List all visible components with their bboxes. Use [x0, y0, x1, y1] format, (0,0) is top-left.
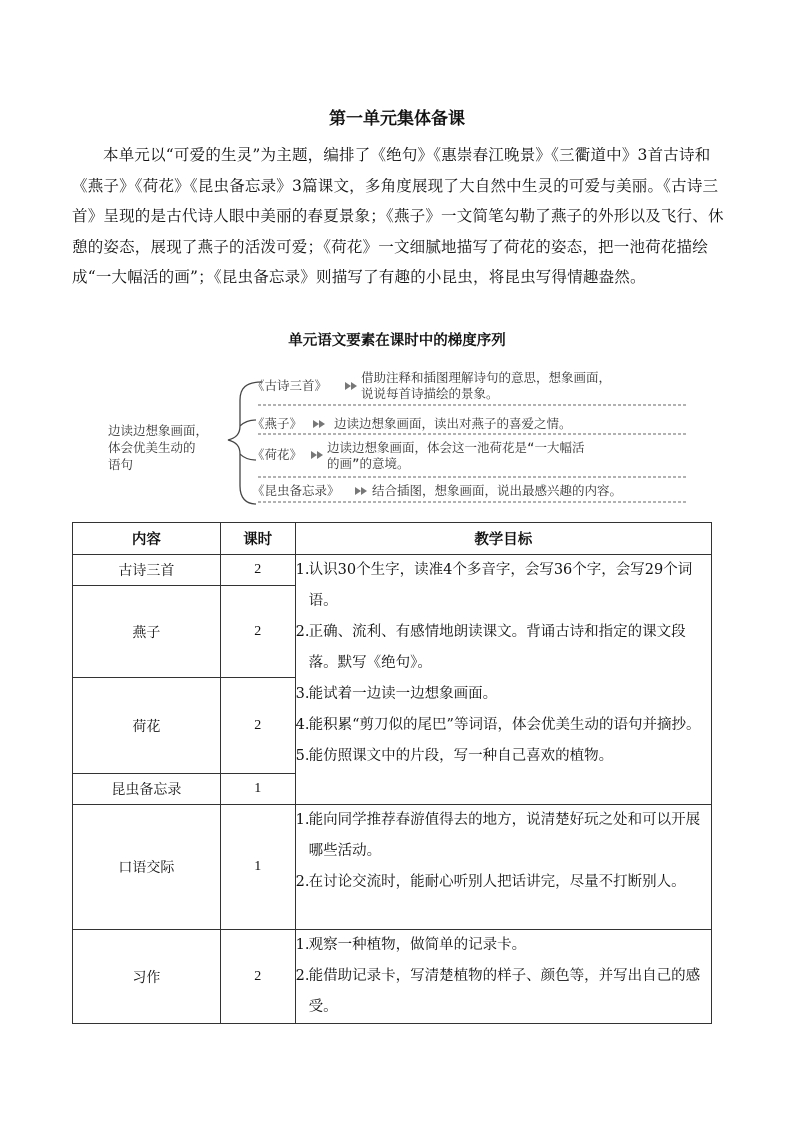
- goal-item: [296, 679, 711, 710]
- page-title: 第一单元集体备课: [329, 109, 465, 129]
- goal-item: [296, 741, 711, 772]
- goals-list: [296, 805, 711, 898]
- sequence-title: 单元语文要素在课时中的梯度序列: [288, 333, 506, 349]
- hours-cell: 1: [220, 774, 295, 805]
- goal-number: 5.: [295, 748, 310, 764]
- goal-text: 能借助记录卡，写清楚植物的样子、颜色等，并写出自己的感受。: [308, 968, 701, 1015]
- goal-item: [296, 867, 711, 898]
- content-cell: 荷花: [73, 678, 221, 774]
- header-goals: 教学目标: [295, 523, 711, 555]
- goal-text: 观察一种植物，做简单的记录卡。: [308, 937, 527, 953]
- diagram-text-3-line-1: 边读边想象画面，体会这一池荷花是“一大幅活: [327, 440, 585, 455]
- goal-item: [296, 617, 711, 679]
- diagram-root-line-1: 边读边想象画面，: [108, 423, 209, 438]
- content-cell: 口语交际: [73, 805, 221, 930]
- hours-cell: 1: [220, 805, 295, 930]
- content-cell: 古诗三首: [73, 555, 221, 586]
- goal-text: 在讨论交流时，能耐心听别人把话讲完，尽量不打断别人。: [308, 874, 686, 890]
- arrow-icon: [311, 451, 323, 459]
- diagram-text-1-line-1: 借助注释和插图理解诗句的意思，想象画面，: [361, 370, 612, 385]
- diagram-lesson-1: 《古诗三首》: [252, 378, 328, 393]
- goals-cell: [295, 805, 711, 930]
- unit-introduction: 本单元以“可爱的生灵”为主题，编排了《绝句》《惠崇春江晚景》《三衢道中》3首古诗和《燕子》《荷花》《昆虫备忘录》3篇课文，多角度展现了大自然中生灵的可爱与美丽。《古诗三首》呈现的是古代诗人眼中美丽的春夏景象；《燕子》一文简笔勾勒了燕子的外形以及飞行、休憩的姿态，展现了燕子的活泼可爱；《荷花》一文细腻地描写了荷花的姿态，把一池荷花描绘成“一大幅活的画”；《昆虫备忘录》则描写了有趣的小昆虫，将昆虫写得情趣盎然。: [72, 146, 724, 286]
- arrow-icon: [355, 487, 367, 495]
- goal-number: 1.: [295, 937, 310, 953]
- goal-number: 3.: [295, 686, 310, 702]
- lesson-plan-table: [72, 522, 712, 1024]
- diagram-root-line-2: 体会优美生动的: [108, 440, 196, 455]
- goal-number: 2.: [295, 874, 310, 890]
- goal-item: [296, 710, 711, 741]
- table-row: [73, 930, 712, 1024]
- table-header-row: [73, 523, 712, 555]
- goal-item: [296, 961, 711, 1023]
- goal-item: [296, 930, 711, 961]
- content-cell: 燕子: [73, 586, 221, 678]
- arrow-icon: [313, 420, 325, 428]
- goal-text: 正确、流利、有感情地朗读课文。背诵古诗和指定的课文段落。默写《绝句》。: [308, 624, 686, 671]
- goal-number: 2.: [295, 624, 310, 640]
- goal-number: 1.: [295, 562, 310, 578]
- goal-number: 4.: [295, 717, 310, 733]
- diagram-text-4-line-1: 结合插图，想象画面，说出最感兴趣的内容。: [372, 483, 623, 498]
- goal-item: [296, 555, 711, 617]
- goal-text: 能试着一边读一边想象画面。: [308, 686, 498, 702]
- arrow-icon: [345, 382, 357, 390]
- goal-text: 能积累“剪刀似的尾巴”等词语，体会优美生动的语句并摘抄。: [308, 717, 701, 733]
- goals-list: [296, 555, 711, 772]
- hours-cell: 2: [220, 930, 295, 1024]
- goals-cell: [295, 555, 711, 805]
- goal-number: 2.: [295, 968, 310, 984]
- hours-cell: 2: [220, 586, 295, 678]
- header-hours: 课时: [220, 523, 295, 555]
- diagram-lesson-2: 《燕子》: [252, 416, 303, 431]
- goals-list: [296, 930, 711, 1023]
- goal-number: 1.: [295, 812, 310, 828]
- hours-cell: 2: [220, 555, 295, 586]
- goal-text: 认识30个生字，读准4个多音字，会写36个字，会写29个词语。: [308, 562, 693, 609]
- table-row: [73, 555, 712, 586]
- hours-cell: 2: [220, 678, 295, 774]
- diagram-text-2-line-1: 边读边想象画面，读出对燕子的喜爱之情。: [334, 416, 572, 431]
- content-cell: 习作: [73, 930, 221, 1024]
- goal-item: [296, 805, 711, 867]
- diagram-lesson-4: 《昆虫备忘录》: [252, 483, 340, 498]
- diagram-text-1-line-2: 说说每首诗描绘的景象。: [361, 386, 499, 401]
- goal-text: 能仿照课文中的片段，写一种自己喜欢的植物。: [308, 748, 614, 764]
- goals-cell: [295, 930, 711, 1024]
- goal-text: 能向同学推荐春游值得去的地方，说清楚好玩之处和可以开展哪些活动。: [308, 812, 701, 859]
- table-row: [73, 805, 712, 930]
- content-cell: 昆虫备忘录: [73, 774, 221, 805]
- diagram-root-line-3: 语句: [108, 457, 134, 472]
- element-sequence-diagram: [0, 360, 794, 510]
- diagram-lesson-3: 《荷花》: [252, 447, 303, 462]
- header-content: 内容: [73, 523, 221, 555]
- diagram-text-3-line-2: 的画”的意境。: [327, 456, 410, 471]
